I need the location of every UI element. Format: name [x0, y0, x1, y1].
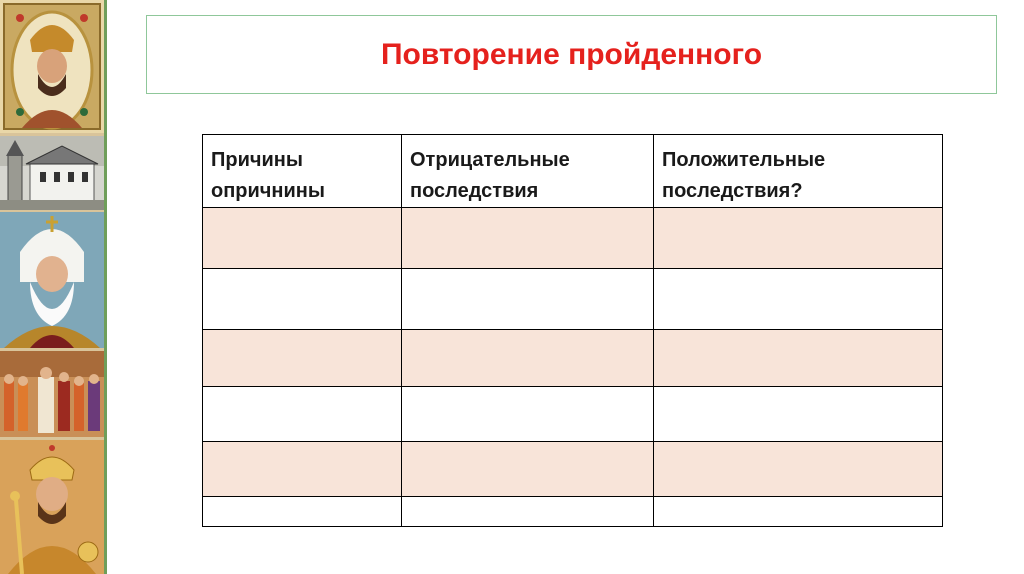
portrait-strip: [0, 0, 104, 574]
slide-title: Повторение пройденного: [380, 37, 763, 71]
table-cell[interactable]: [654, 208, 943, 269]
table-cell[interactable]: [654, 269, 943, 330]
table-cell[interactable]: [654, 330, 943, 387]
table-cell[interactable]: [654, 387, 943, 442]
tsar-portrait-icon: [0, 0, 104, 133]
header-positive-consequences: Положительные последствия?: [654, 135, 943, 208]
tsar-with-scepter-icon: [0, 440, 104, 574]
table-cell[interactable]: [402, 497, 654, 527]
header-causes: Причины опричнины: [203, 135, 402, 208]
oprichnina-table: [202, 134, 943, 527]
table-cell[interactable]: [402, 208, 654, 269]
table-cell[interactable]: [203, 387, 402, 442]
court-scene-icon: [0, 351, 104, 437]
strip-divider: [104, 0, 107, 574]
table-cell[interactable]: [203, 442, 402, 497]
table-cell[interactable]: [402, 269, 654, 330]
monastery-building-icon: [0, 136, 104, 210]
title-box: [146, 15, 997, 94]
table-header-row: [203, 135, 943, 208]
table-row: [203, 442, 943, 497]
header-negative-consequences: Отрицательные последствия: [402, 135, 654, 208]
table-cell[interactable]: [203, 497, 402, 527]
patriarch-portrait-icon: [0, 212, 104, 348]
table-cell[interactable]: [402, 330, 654, 387]
table-cell[interactable]: [402, 387, 654, 442]
table-cell[interactable]: [654, 442, 943, 497]
table-row: [203, 208, 943, 269]
table-row: [203, 497, 943, 527]
table-row: [203, 330, 943, 387]
table-row: [203, 387, 943, 442]
table-cell[interactable]: [203, 269, 402, 330]
table-cell[interactable]: [203, 208, 402, 269]
table-cell[interactable]: [203, 330, 402, 387]
table-cell[interactable]: [402, 442, 654, 497]
table-row: [203, 269, 943, 330]
table-cell[interactable]: [654, 497, 943, 527]
